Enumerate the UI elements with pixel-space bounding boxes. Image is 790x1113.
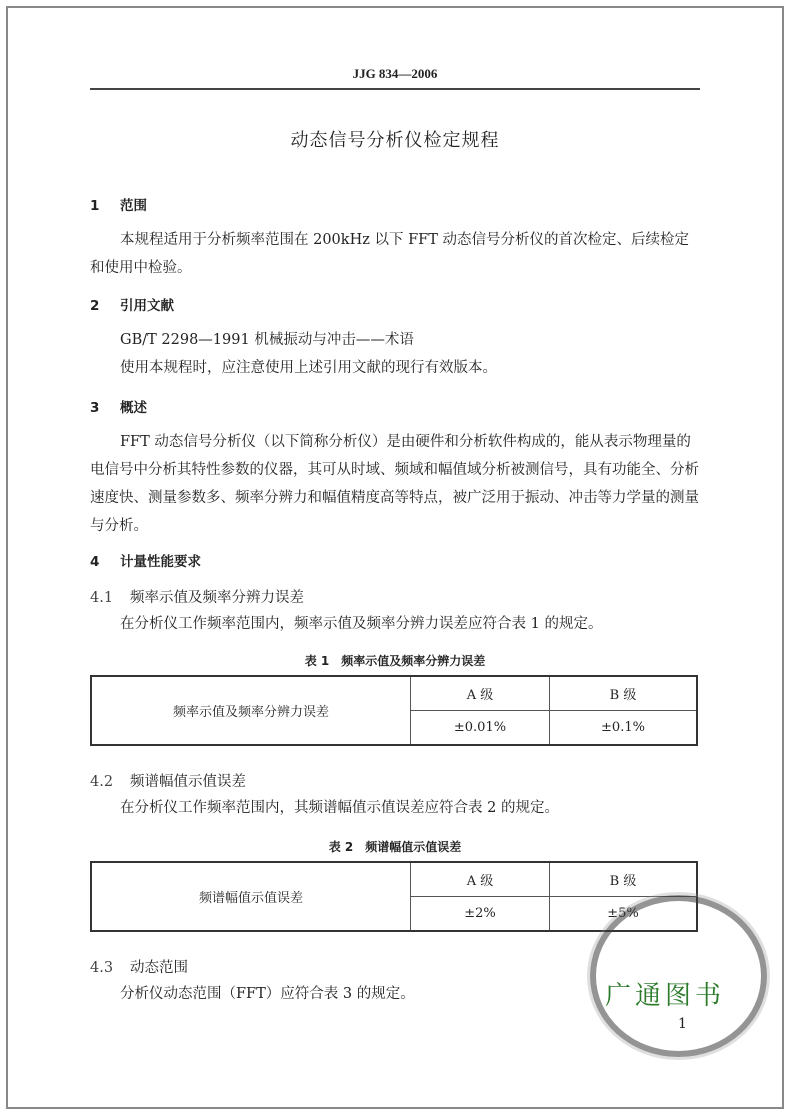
section-1-paragraph: 本规程适用于分析频率范围在 200kHz 以下 FFT 动态信号分析仪的首次检定、后续检定和使用中检验。 [90, 232, 689, 276]
subsection-4-3-text: 分析仪动态范围（FFT）应符合表 3 的规定。 [120, 986, 415, 1002]
table-1 [90, 675, 698, 746]
section-4-heading: 4 计量性能要求 [90, 554, 201, 570]
table-2-caption: 表 2 频谱幅值示值误差 [328, 840, 462, 854]
table-2-row-label: 频谱幅值示值误差 [91, 862, 411, 931]
table-2 [90, 861, 698, 932]
table-1-value-a: ±0.01% [411, 711, 550, 746]
page-number: 1 [678, 1016, 687, 1032]
reference-note: 使用本规程时，应注意使用上述引用文献的现行有效版本。 [120, 360, 497, 376]
table-2-value-b: ±5% [550, 897, 698, 932]
header-rule [90, 88, 700, 90]
page-title: 动态信号分析仪检定规程 [290, 130, 500, 151]
subsection-4-1-heading: 4.1 频率示值及频率分辨力误差 [90, 590, 304, 606]
subsection-4-3-heading: 4.3 动态范围 [90, 960, 188, 976]
section-1-heading: 1 范围 [90, 198, 147, 214]
section-3-heading: 3 概述 [90, 400, 147, 416]
reference-item: GB/T 2298—1991 机械振动与冲击——术语 [120, 332, 414, 348]
document-code: JJG 834—2006 [352, 66, 438, 81]
watermark-stamp-text: 广通图书 [605, 981, 726, 1011]
section-3-paragraph: FFT 动态信号分析仪（以下简称分析仪）是由硬件和分析软件构成的，能从表示物理量的电信号中分析其特性参数的仪器，其可从时域、频域和幅值域分析被测信号，具有功能全、分析速度快、测量参数多、频率分辨力和幅值精度高等特点，被广泛用于振动、冲击等力学量的测量与分析。 [90, 434, 699, 534]
table-2-header-b: B 级 [550, 862, 698, 897]
table-2-header-a: A 级 [411, 862, 550, 897]
table-1-caption: 表 1 频率示值及频率分辨力误差 [304, 654, 486, 668]
subsection-4-1-text: 在分析仪工作频率范围内，频率示值及频率分辨力误差应符合表 1 的规定。 [120, 616, 603, 632]
table-1-value-b: ±0.1% [550, 711, 698, 746]
table-1-header-a: A 级 [411, 676, 550, 711]
table-2-value-a: ±2% [411, 897, 550, 932]
subsection-4-2-heading: 4.2 频谱幅值示值误差 [90, 774, 246, 790]
table-1-row-label: 频率示值及频率分辨力误差 [91, 676, 411, 745]
subsection-4-2-text: 在分析仪工作频率范围内，其频谱幅值示值误差应符合表 2 的规定。 [120, 800, 559, 816]
section-2-heading: 2 引用文献 [90, 298, 174, 314]
table-1-header-b: B 级 [550, 676, 698, 711]
